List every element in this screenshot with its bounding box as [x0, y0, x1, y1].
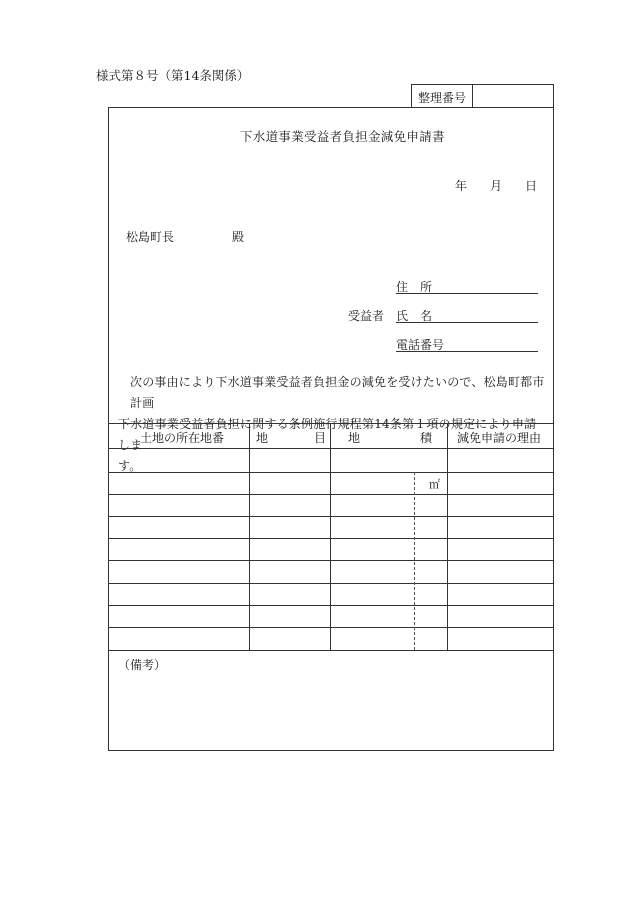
form-number-label: 様式第８号（第14条関係）	[96, 68, 250, 83]
applicant-address-underline	[396, 293, 538, 294]
table-header-bottom-border	[108, 448, 554, 449]
applicant-address-label: 住 所	[396, 280, 433, 294]
applicant-phone-field[interactable]	[446, 334, 536, 350]
applicant-name-underline	[396, 322, 538, 323]
applicant-role-label: 受益者	[348, 309, 385, 323]
cell-area[interactable]	[333, 474, 412, 492]
cell-area[interactable]	[333, 585, 412, 603]
date-month-label: 月	[490, 179, 503, 193]
header-area-char-2: 積	[420, 431, 433, 445]
table-row-border-4	[108, 538, 554, 539]
header-reason: 減免申請の理由	[457, 431, 542, 445]
table-top-border	[108, 423, 554, 424]
header-chimoku-char-1: 地	[256, 431, 269, 445]
area-dashed-divider	[414, 472, 415, 650]
statement-line-3: す。	[118, 459, 142, 473]
cell-chimoku[interactable]	[252, 474, 328, 492]
cell-location[interactable]	[111, 585, 247, 603]
remarks-field[interactable]	[112, 674, 550, 748]
cell-chimoku[interactable]	[252, 629, 328, 648]
remarks-label: （備考）	[118, 658, 167, 672]
reference-number-divider	[472, 84, 473, 108]
applicant-phone-label: 電話番号	[396, 338, 445, 352]
table-bottom-border	[108, 650, 554, 651]
table-row-border-1	[108, 472, 554, 473]
applicant-address-field[interactable]	[436, 276, 536, 292]
cell-area[interactable]	[333, 540, 412, 558]
table-row-border-6	[108, 583, 554, 584]
table-row-border-3	[108, 516, 554, 517]
table-row-border-2	[108, 494, 554, 495]
cell-chimoku[interactable]	[252, 585, 328, 603]
cell-reason[interactable]	[450, 540, 552, 558]
cell-reason[interactable]	[450, 562, 552, 581]
table-col-border-1	[249, 423, 250, 650]
table-row-border-7	[108, 605, 554, 606]
cell-reason[interactable]	[450, 629, 552, 648]
table-col-border-2	[330, 423, 331, 650]
cell-reason[interactable]	[450, 496, 552, 514]
cell-location[interactable]	[111, 474, 247, 492]
applicant-phone-underline	[396, 351, 538, 352]
cell-reason[interactable]	[450, 518, 552, 536]
reference-number-field[interactable]	[474, 86, 552, 106]
cell-chimoku[interactable]	[252, 540, 328, 558]
reference-number-label: 整理番号	[418, 91, 467, 105]
statement-line-2: 下水道事業受益者負担に関する条例施行規程第14条第１項の規定により申請しま	[118, 417, 537, 452]
cell-area[interactable]	[333, 607, 412, 625]
cell-chimoku[interactable]	[252, 607, 328, 625]
applicant-name-field[interactable]	[436, 305, 536, 321]
date-year-label: 年	[455, 179, 468, 193]
cell-reason[interactable]	[450, 585, 552, 603]
cell-chimoku[interactable]	[252, 518, 328, 536]
cell-area[interactable]	[333, 562, 412, 581]
applicant-name-label: 氏 名	[396, 309, 433, 323]
header-area-char-1: 地	[348, 431, 361, 445]
cell-location[interactable]	[111, 562, 247, 581]
header-chimoku-char-2: 目	[314, 431, 327, 445]
cell-location[interactable]	[111, 496, 247, 514]
addressee-honorific: 殿	[232, 230, 245, 244]
area-unit: ㎡	[429, 478, 440, 491]
cell-location[interactable]	[111, 629, 247, 648]
cell-chimoku[interactable]	[252, 496, 328, 514]
statement-line-1: 次の事由により下水道事業受益者負担金の減免を受けたいので、松島町都市計画	[130, 375, 545, 410]
table-col-border-3	[447, 423, 448, 650]
cell-reason[interactable]	[450, 607, 552, 625]
cell-area[interactable]	[333, 496, 412, 514]
cell-location[interactable]	[111, 540, 247, 558]
date-day-label: 日	[525, 179, 538, 193]
cell-chimoku[interactable]	[252, 562, 328, 581]
cell-area[interactable]	[333, 629, 412, 648]
table-row-border-5	[108, 560, 554, 561]
addressee-name: 松島町長	[126, 230, 175, 244]
header-location: 土地の所在地番	[140, 431, 225, 445]
application-statement	[118, 372, 548, 477]
cell-location[interactable]	[111, 518, 247, 536]
form-title: 下水道事業受益者負担金減免申請書	[240, 129, 445, 144]
table-row-border-8	[108, 627, 554, 628]
cell-area[interactable]	[333, 518, 412, 536]
cell-location[interactable]	[111, 607, 247, 625]
cell-reason[interactable]	[450, 474, 552, 492]
